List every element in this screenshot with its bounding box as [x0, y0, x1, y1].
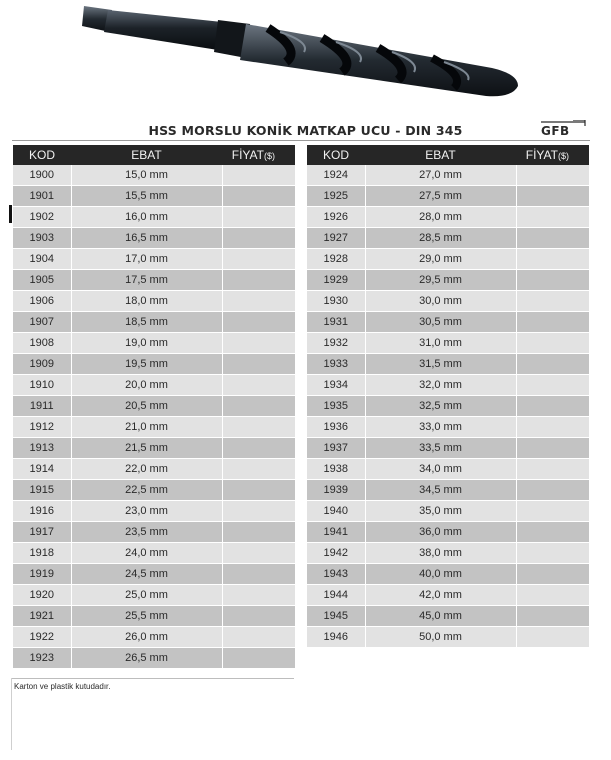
table-row — [307, 543, 589, 564]
table-row — [13, 438, 295, 459]
price-cell — [516, 291, 589, 312]
code-cell: 1920 — [13, 585, 71, 606]
table-row — [13, 648, 295, 669]
code-cell: 1904 — [13, 249, 71, 270]
size-cell: 42,0 mm — [365, 585, 516, 606]
table-row — [13, 480, 295, 501]
code-cell: 1905 — [13, 270, 71, 291]
code-cell: 1927 — [307, 228, 365, 249]
code-cell: 1903 — [13, 228, 71, 249]
code-cell: 1941 — [307, 522, 365, 543]
table-row — [307, 480, 589, 501]
table-row — [13, 312, 295, 333]
table-row — [13, 417, 295, 438]
price-cell — [516, 627, 589, 648]
code-cell: 1944 — [307, 585, 365, 606]
size-cell: 45,0 mm — [365, 606, 516, 627]
code-cell: 1937 — [307, 438, 365, 459]
price-cell — [222, 606, 295, 627]
table-row — [307, 396, 589, 417]
price-cell — [222, 480, 295, 501]
size-cell: 40,0 mm — [365, 564, 516, 585]
size-cell: 29,5 mm — [365, 270, 516, 291]
size-cell: 19,0 mm — [71, 333, 222, 354]
price-header-label: FİYAT — [231, 148, 264, 162]
price-cell — [516, 438, 589, 459]
table-row — [307, 291, 589, 312]
size-cell: 20,0 mm — [71, 375, 222, 396]
code-cell: 1932 — [307, 333, 365, 354]
price-cell — [516, 606, 589, 627]
table-row — [13, 228, 295, 249]
code-cell: 1911 — [13, 396, 71, 417]
note-divider — [12, 678, 294, 679]
size-cell: 28,0 mm — [365, 207, 516, 228]
code-cell: 1942 — [307, 543, 365, 564]
table-row — [307, 564, 589, 585]
code-cell: 1913 — [13, 438, 71, 459]
code-cell: 1918 — [13, 543, 71, 564]
table-header-row — [13, 145, 295, 165]
price-cell — [222, 438, 295, 459]
price-cell — [516, 459, 589, 480]
code-cell: 1936 — [307, 417, 365, 438]
price-cell — [222, 312, 295, 333]
size-cell: 24,5 mm — [71, 564, 222, 585]
price-cell — [222, 564, 295, 585]
price-cell — [516, 564, 589, 585]
price-header-label: FİYAT — [525, 148, 558, 162]
size-cell: 50,0 mm — [365, 627, 516, 648]
size-cell: 25,0 mm — [71, 585, 222, 606]
price-cell — [516, 312, 589, 333]
code-cell: 1922 — [13, 627, 71, 648]
size-cell: 31,5 mm — [365, 354, 516, 375]
title-divider — [12, 140, 590, 141]
column-header-price — [516, 145, 589, 165]
price-cell — [222, 417, 295, 438]
table-row — [307, 270, 589, 291]
table-row — [307, 207, 589, 228]
size-cell: 19,5 mm — [71, 354, 222, 375]
code-cell: 1923 — [13, 648, 71, 669]
code-cell: 1900 — [13, 165, 71, 186]
code-cell: 1912 — [13, 417, 71, 438]
price-cell — [516, 585, 589, 606]
price-cell — [222, 459, 295, 480]
table-row — [13, 354, 295, 375]
size-cell: 22,5 mm — [71, 480, 222, 501]
table-row — [307, 312, 589, 333]
code-cell: 1908 — [13, 333, 71, 354]
table-row — [13, 333, 295, 354]
price-cell — [222, 186, 295, 207]
size-cell: 32,0 mm — [365, 375, 516, 396]
price-cell — [222, 543, 295, 564]
price-cell — [516, 501, 589, 522]
table-row — [13, 270, 295, 291]
size-cell: 38,0 mm — [365, 543, 516, 564]
code-cell: 1907 — [13, 312, 71, 333]
price-cell — [516, 249, 589, 270]
table-row — [13, 459, 295, 480]
size-cell: 34,5 mm — [365, 480, 516, 501]
packaging-note: Karton ve plastik kutudadır. — [14, 682, 111, 691]
table-row — [307, 585, 589, 606]
code-cell: 1938 — [307, 459, 365, 480]
size-cell: 18,5 mm — [71, 312, 222, 333]
code-cell: 1906 — [13, 291, 71, 312]
price-cell — [222, 228, 295, 249]
table-row — [13, 186, 295, 207]
price-cell — [222, 522, 295, 543]
price-table-right — [307, 145, 589, 648]
brand-logo-text: GFB — [541, 124, 570, 138]
size-cell: 27,0 mm — [365, 165, 516, 186]
price-table-left-body — [13, 165, 295, 669]
size-cell: 27,5 mm — [365, 186, 516, 207]
table-row — [307, 333, 589, 354]
size-cell: 30,5 mm — [365, 312, 516, 333]
column-header-code: KOD — [307, 145, 365, 165]
code-cell: 1945 — [307, 606, 365, 627]
size-cell: 33,5 mm — [365, 438, 516, 459]
table-row — [307, 501, 589, 522]
column-header-size: EBAT — [365, 145, 516, 165]
code-cell: 1909 — [13, 354, 71, 375]
size-cell: 28,5 mm — [365, 228, 516, 249]
price-cell — [222, 270, 295, 291]
table-row — [13, 165, 295, 186]
code-cell: 1933 — [307, 354, 365, 375]
size-cell: 15,5 mm — [71, 186, 222, 207]
table-row — [307, 186, 589, 207]
size-cell: 22,0 mm — [71, 459, 222, 480]
price-cell — [516, 480, 589, 501]
table-row — [307, 459, 589, 480]
price-cell — [516, 228, 589, 249]
table-row — [13, 396, 295, 417]
table-row — [307, 354, 589, 375]
table-row — [13, 291, 295, 312]
size-cell: 30,0 mm — [365, 291, 516, 312]
code-cell: 1916 — [13, 501, 71, 522]
table-row — [307, 438, 589, 459]
code-cell: 1934 — [307, 375, 365, 396]
size-cell: 32,5 mm — [365, 396, 516, 417]
table-row — [13, 501, 295, 522]
column-header-code: KOD — [13, 145, 71, 165]
table-row — [13, 543, 295, 564]
code-cell: 1926 — [307, 207, 365, 228]
code-cell: 1915 — [13, 480, 71, 501]
price-cell — [222, 585, 295, 606]
code-cell: 1930 — [307, 291, 365, 312]
size-cell: 16,5 mm — [71, 228, 222, 249]
table-row — [13, 249, 295, 270]
price-cell — [516, 354, 589, 375]
size-cell: 26,0 mm — [71, 627, 222, 648]
price-cell — [222, 396, 295, 417]
table-row — [13, 375, 295, 396]
table-row — [307, 627, 589, 648]
price-cell — [516, 543, 589, 564]
size-cell: 29,0 mm — [365, 249, 516, 270]
code-cell: 1940 — [307, 501, 365, 522]
table-row — [13, 522, 295, 543]
price-cell — [222, 501, 295, 522]
column-header-price — [222, 145, 295, 165]
table-row — [13, 585, 295, 606]
price-cell — [516, 207, 589, 228]
price-cell — [516, 522, 589, 543]
size-cell: 21,0 mm — [71, 417, 222, 438]
size-cell: 36,0 mm — [365, 522, 516, 543]
size-cell: 17,0 mm — [71, 249, 222, 270]
code-cell: 1924 — [307, 165, 365, 186]
currency-label: ($) — [264, 151, 275, 161]
price-cell — [222, 648, 295, 669]
code-cell: 1931 — [307, 312, 365, 333]
code-cell: 1935 — [307, 396, 365, 417]
price-cell — [222, 333, 295, 354]
price-cell — [222, 375, 295, 396]
code-cell: 1925 — [307, 186, 365, 207]
code-cell: 1946 — [307, 627, 365, 648]
price-cell — [516, 270, 589, 291]
code-cell: 1943 — [307, 564, 365, 585]
table-row — [13, 606, 295, 627]
price-cell — [516, 396, 589, 417]
code-cell: 1914 — [13, 459, 71, 480]
code-cell: 1917 — [13, 522, 71, 543]
price-cell — [516, 333, 589, 354]
page-title: HSS MORSLU KONİK MATKAP UCU - DIN 345 — [148, 123, 463, 138]
price-cell — [222, 249, 295, 270]
size-cell: 18,0 mm — [71, 291, 222, 312]
price-cell — [516, 417, 589, 438]
size-cell: 15,0 mm — [71, 165, 222, 186]
code-cell: 1902 — [13, 207, 71, 228]
table-row — [307, 606, 589, 627]
size-cell: 34,0 mm — [365, 459, 516, 480]
drill-bit-image — [72, 2, 532, 114]
margin-line — [11, 678, 12, 750]
size-cell: 24,0 mm — [71, 543, 222, 564]
price-cell — [222, 627, 295, 648]
size-cell: 26,5 mm — [71, 648, 222, 669]
size-cell: 35,0 mm — [365, 501, 516, 522]
size-cell: 25,5 mm — [71, 606, 222, 627]
code-cell: 1901 — [13, 186, 71, 207]
table-header-row — [307, 145, 589, 165]
price-cell — [222, 207, 295, 228]
size-cell: 20,5 mm — [71, 396, 222, 417]
code-cell: 1939 — [307, 480, 365, 501]
table-row — [307, 249, 589, 270]
size-cell: 33,0 mm — [365, 417, 516, 438]
size-cell: 23,5 mm — [71, 522, 222, 543]
size-cell: 17,5 mm — [71, 270, 222, 291]
table-row — [307, 417, 589, 438]
price-cell — [516, 186, 589, 207]
size-cell: 16,0 mm — [71, 207, 222, 228]
table-row — [307, 522, 589, 543]
table-row — [307, 165, 589, 186]
table-row — [13, 627, 295, 648]
code-cell: 1929 — [307, 270, 365, 291]
table-row — [13, 564, 295, 585]
price-cell — [222, 165, 295, 186]
size-cell: 21,5 mm — [71, 438, 222, 459]
price-cell — [516, 165, 589, 186]
margin-marker — [9, 205, 12, 223]
size-cell: 23,0 mm — [71, 501, 222, 522]
price-table-right-body — [307, 165, 589, 648]
price-cell — [516, 375, 589, 396]
price-cell — [222, 291, 295, 312]
code-cell: 1910 — [13, 375, 71, 396]
table-row — [307, 375, 589, 396]
code-cell: 1919 — [13, 564, 71, 585]
table-row — [307, 228, 589, 249]
table-row — [13, 207, 295, 228]
currency-label: ($) — [558, 151, 569, 161]
price-cell — [222, 354, 295, 375]
price-table-left — [13, 145, 295, 669]
size-cell: 31,0 mm — [365, 333, 516, 354]
code-cell: 1928 — [307, 249, 365, 270]
code-cell: 1921 — [13, 606, 71, 627]
column-header-size: EBAT — [71, 145, 222, 165]
